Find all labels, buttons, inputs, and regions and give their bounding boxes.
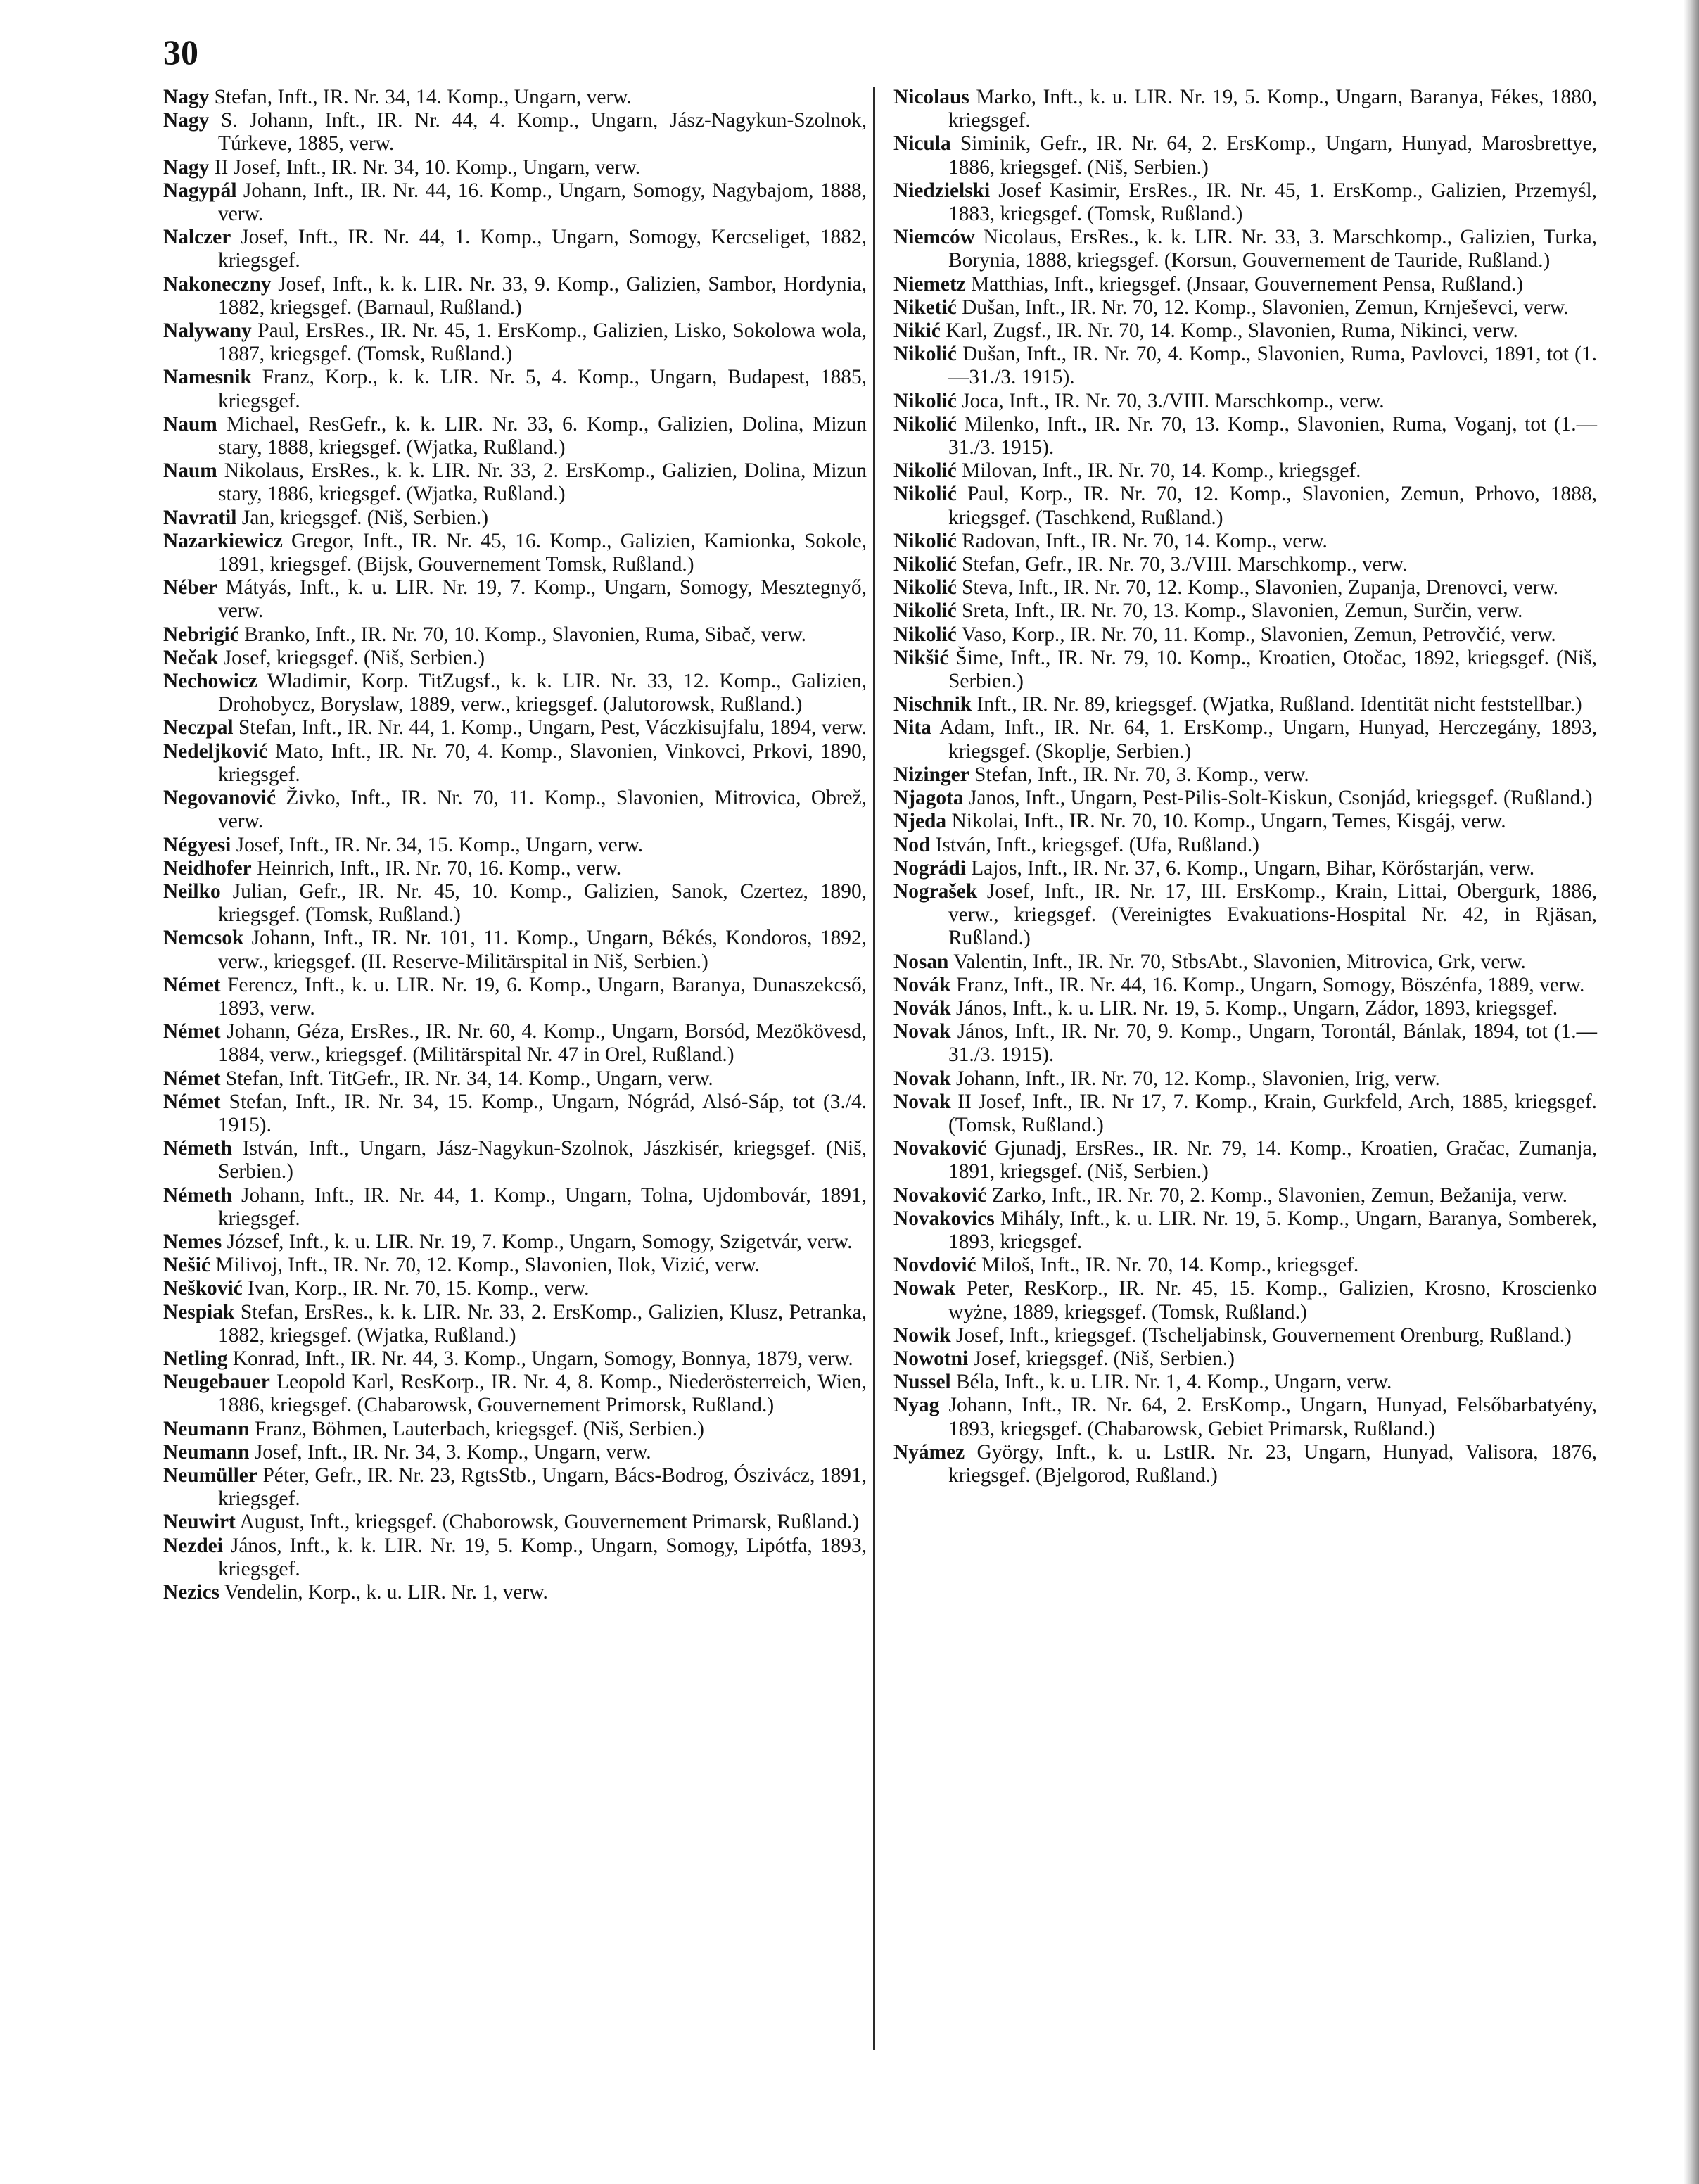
entry-details: Johann, Géza, ErsRes., IR. Nr. 60, 4. Komp., Ungarn, Borsód, Mezökövesd, 1884, verw., kriegsgef. (Militärspital Nr. 47 in Orel, Rußland.) (218, 1020, 867, 1067)
entry-surname: Nečak (163, 646, 219, 669)
page-edge-shadow (1684, 0, 1699, 2184)
list-entry (163, 1231, 867, 1254)
entry-surname: Nazarkiewicz (163, 529, 283, 552)
entry-surname: Novaković (893, 1137, 987, 1160)
entry-surname: Neilko (163, 880, 221, 903)
entry-details: Matthias, Inft., kriegsgef. (Jnsaar, Gouvernement Pensa, Rußland.) (971, 272, 1523, 296)
entry-surname: Nemcsok (163, 927, 244, 950)
entry-details: Franz, Korp., k. k. LIR. Nr. 5, 4. Komp., Ungarn, Budapest, 1885, kriegsgef. (218, 366, 867, 412)
entry-surname: Nyámez (893, 1440, 965, 1464)
list-entry (893, 1207, 1597, 1254)
list-entry (163, 507, 867, 530)
list-entry (893, 226, 1597, 272)
list-entry (163, 1301, 867, 1347)
list-entry (163, 647, 867, 670)
entry-surname: Nešić (163, 1254, 210, 1277)
entry-details: Johann, Inft., IR. Nr. 70, 12. Komp., Slavonien, Irig, verw. (956, 1067, 1440, 1090)
list-entry (893, 576, 1597, 599)
list-entry (163, 1441, 867, 1464)
entry-details: Josef, Inft., IR. Nr. 34, 3. Komp., Ungarn, verw. (254, 1440, 651, 1464)
list-entry (893, 319, 1597, 343)
entry-surname: Neumann (163, 1417, 250, 1440)
entry-details: Valentin, Inft., IR. Nr. 70, StbsAbt., Slavonien, Mitrovica, Grk, verw. (953, 950, 1526, 973)
list-entry (893, 86, 1597, 132)
entry-details: József, Inft., k. u. LIR. Nr. 19, 7. Komp., Ungarn, Somogy, Szigetvár, verw. (227, 1230, 853, 1253)
entry-details: Johann, Inft., IR. Nr. 44, 1. Komp., Ungarn, Tolna, Ujdombovár, 1891, kriegsgef. (218, 1183, 867, 1230)
list-entry (893, 1020, 1597, 1067)
entry-details: Josef, kriegsgef. (Niš, Serbien.) (973, 1347, 1235, 1370)
entry-details: Ferencz, Inft., k. u. LIR. Nr. 19, 6. Komp., Ungarn, Baranya, Dunaszekcső, 1893, verw. (218, 973, 867, 1020)
list-entry (893, 787, 1597, 810)
entry-details: Béla, Inft., k. u. LIR. Nr. 1, 4. Komp., Ungarn, verw. (956, 1371, 1392, 1394)
entry-surname: Nikolić (893, 623, 957, 646)
list-entry (893, 880, 1597, 951)
list-entry (893, 1347, 1597, 1371)
list-entry (163, 226, 867, 272)
entry-surname: Nemes (163, 1230, 222, 1253)
list-entry (893, 1371, 1597, 1394)
entry-surname: Novakovics (893, 1207, 995, 1230)
entry-details: Julian, Gefr., IR. Nr. 45, 10. Komp., Galizien, Sanok, Czertez, 1890, kriegsgef. (Tomsk, Rußland.) (218, 880, 867, 927)
list-entry (163, 366, 867, 412)
list-entry (163, 857, 867, 880)
entry-details: Nikolai, Inft., IR. Nr. 70, 10. Komp., Ungarn, Temes, Kisgáj, verw. (951, 810, 1506, 833)
entry-surname: Nespiak (163, 1300, 235, 1323)
list-entry (893, 530, 1597, 553)
entry-surname: Német (163, 1090, 221, 1113)
list-entry (163, 716, 867, 739)
list-entry (893, 1394, 1597, 1440)
entry-details: Milovan, Inft., IR. Nr. 70, 14. Komp., kriegsgef. (962, 459, 1361, 483)
entry-surname: Nebrigić (163, 623, 239, 646)
entry-surname: Neugebauer (163, 1371, 270, 1394)
entry-surname: Nischnik (893, 693, 972, 716)
list-entry (893, 997, 1597, 1020)
entry-surname: Nikolić (893, 553, 957, 576)
list-entry (163, 413, 867, 459)
entry-details: Jan, kriegsgef. (Niš, Serbien.) (241, 506, 488, 529)
entry-surname: Njeda (893, 810, 947, 833)
entry-details: Miloš, Inft., IR. Nr. 70, 14. Komp., kriegsgef. (981, 1254, 1359, 1277)
list-entry (893, 1324, 1597, 1347)
entry-details: Michael, ResGefr., k. k. LIR. Nr. 33, 6. Komp., Galizien, Dolina, Mizun stary, 1888, kriegsgef. (Wjatka, Rußland.) (218, 412, 867, 459)
entry-surname: Nedeljković (163, 739, 268, 763)
list-entry (893, 951, 1597, 974)
entry-details: Mihály, Inft., k. u. LIR. Nr. 19, 5. Komp., Ungarn, Baranya, Somberek, 1893, kriegsgef. (948, 1207, 1597, 1253)
entry-details: Johann, Inft., IR. Nr. 64, 2. ErsKomp., Ungarn, Hunyad, Felsőbarbatyény, 1893, kriegsgef. (Chabarowsk, Gebiet Primarsk, Rußland.) (948, 1394, 1597, 1440)
entry-surname: Nalczer (163, 226, 231, 249)
entry-details: Zarko, Inft., IR. Nr. 70, 2. Komp., Slavonien, Zemun, Bežanija, verw. (991, 1183, 1568, 1207)
entry-surname: Novák (893, 973, 951, 996)
entry-surname: Nagy (163, 86, 210, 108)
list-entry (163, 670, 867, 716)
entry-surname: Nyag (893, 1394, 940, 1417)
list-entry (893, 647, 1597, 693)
list-entry (163, 109, 867, 155)
entry-details: Paul, Korp., IR. Nr. 70, 12. Komp., Slavonien, Zemun, Prhovo, 1888, kriegsgef. (Taschkend, Rußland.) (948, 483, 1597, 529)
entry-surname: Nizinger (893, 763, 969, 786)
list-entry (893, 179, 1597, 226)
list-entry (893, 1184, 1597, 1207)
list-entry (163, 1277, 867, 1300)
entry-surname: Navratil (163, 506, 237, 529)
entry-details: Steva, Inft., IR. Nr. 70, 12. Komp., Slavonien, Zupanja, Drenovci, verw. (962, 576, 1558, 599)
list-entry (163, 459, 867, 506)
entry-surname: Novak (893, 1067, 951, 1090)
entry-surname: Német (163, 1067, 221, 1090)
entry-details: Radovan, Inft., IR. Nr. 70, 14. Komp., verw. (962, 529, 1328, 552)
entry-surname: Nikolić (893, 343, 957, 366)
list-entry (893, 1277, 1597, 1323)
entry-details: Péter, Gefr., IR. Nr. 23, RgtsStb., Ungarn, Bács-Bodrog, Ószivácz, 1891, kriegsgef. (218, 1464, 867, 1511)
entry-surname: Nalywany (163, 319, 252, 343)
list-entry (893, 273, 1597, 296)
entry-surname: Német (163, 973, 221, 996)
entry-surname: Nussel (893, 1371, 951, 1394)
list-entry (893, 483, 1597, 529)
list-entry (893, 623, 1597, 647)
entry-surname: Nograšek (893, 880, 978, 903)
entry-details: August, Inft., kriegsgef. (Chaborowsk, Gouvernement Primarsk, Rußland.) (239, 1511, 860, 1534)
entry-details: Mato, Inft., IR. Nr. 70, 4. Komp., Slavonien, Vinkovci, Prkovi, 1890, kriegsgef. (218, 739, 867, 786)
entry-surname: Nechowicz (163, 670, 257, 693)
entry-details: Johann, Inft., IR. Nr. 101, 11. Komp., Ungarn, Békés, Kondoros, 1892, verw., kriegsgef. (II. Reserve-Militärspital in Niš, Serbien.) (218, 927, 867, 973)
list-entry (163, 1535, 867, 1581)
entry-details: Branko, Inft., IR. Nr. 70, 10. Komp., Slavonien, Ruma, Sibač, verw. (244, 623, 806, 646)
entry-surname: Niketić (893, 296, 957, 319)
page-number: 30 (163, 32, 198, 72)
entry-details: Nikolaus, ErsRes., k. k. LIR. Nr. 33, 2. ErsKomp., Galizien, Dolina, Mizun stary, 1886, kriegsgef. (Wjatka, Rußland.) (218, 459, 867, 506)
left-column (163, 86, 867, 1604)
entry-details: Josef, Inft., IR. Nr. 44, 1. Komp., Ungarn, Somogy, Kercseliget, 1882, kriegsgef. (218, 226, 867, 272)
list-entry (163, 319, 867, 366)
entry-surname: Niedzielski (893, 179, 991, 202)
entry-details: Stefan, Inft., IR. Nr. 34, 14. Komp., Ungarn, verw. (214, 86, 632, 108)
list-entry (163, 1581, 867, 1604)
entry-surname: Niemców (893, 226, 975, 249)
list-entry (163, 880, 867, 927)
list-entry (893, 974, 1597, 997)
entry-surname: Neidhofer (163, 856, 252, 880)
list-entry (163, 1020, 867, 1067)
entry-details: Wladimir, Korp. TitZugsf., k. k. LIR. Nr. 33, 12. Komp., Galizien, Drohobycz, Boryslaw, 1889, verw., kriegsgef. (Jalutorowsk, Rußland.) (218, 670, 867, 716)
entry-details: II Josef, Inft., IR. Nr 17, 7. Komp., Krain, Gurkfeld, Arch, 1885, kriegsgef. (Tomsk, Rußland.) (948, 1090, 1597, 1136)
entry-details: György, Inft., k. u. LstIR. Nr. 23, Ungarn, Hunyad, Valisora, 1876, kriegsgef. (Bjelgorod, Rußland.) (948, 1440, 1597, 1487)
entry-details: II Josef, Inft., IR. Nr. 34, 10. Komp., Ungarn, verw. (214, 155, 641, 179)
list-entry (893, 1137, 1597, 1183)
entry-surname: Nagy (163, 155, 210, 179)
entry-details: Adam, Inft., IR. Nr. 64, 1. ErsKomp., Ungarn, Hunyad, Herczegány, 1893, kriegsgef. (Skoplje, Serbien.) (939, 716, 1597, 763)
entry-details: Nicolaus, ErsRes., k. k. LIR. Nr. 33, 3. Marschkomp., Galizien, Turka, Borynia, 1888, kriegsgef. (Korsun, Gouvernement de Tauride, Rußland.) (948, 226, 1597, 272)
list-entry (893, 1067, 1597, 1091)
entry-details: Peter, ResKorp., IR. Nr. 45, 15. Komp., Galizien, Krosno, Kroscienko wyżne, 1889, kriegsgef. (Tomsk, Rußland.) (948, 1277, 1597, 1323)
list-entry (163, 1091, 867, 1137)
entry-details: Milivoj, Inft., IR. Nr. 70, 12. Komp., Slavonien, Ilok, Vizić, verw. (215, 1254, 761, 1277)
list-entry (163, 1371, 867, 1417)
entry-surname: Naum (163, 412, 217, 436)
entry-details: Josef, Inft., k. k. LIR. Nr. 33, 9. Komp., Galizien, Sambor, Hordynia, 1882, kriegsgef. (Barnaul, Rußland.) (218, 272, 867, 319)
entry-details: Ivan, Korp., IR. Nr. 70, 15. Komp., verw. (248, 1277, 590, 1300)
list-entry (893, 857, 1597, 880)
list-entry (893, 763, 1597, 787)
entry-details: Stefan, Inft. TitGefr., IR. Nr. 34, 14. Komp., Ungarn, verw. (225, 1067, 713, 1090)
entry-surname: Novaković (893, 1183, 987, 1207)
list-entry (893, 343, 1597, 389)
list-entry (893, 716, 1597, 763)
entry-surname: Néber (163, 576, 217, 599)
entry-details: Gjunadj, ErsRes., IR. Nr. 79, 14. Komp., Kroatien, Gračac, Zumanja, 1891, kriegsgef. (Niš, Serbien.) (948, 1137, 1597, 1183)
entry-details: Stefan, Inft., IR. Nr. 44, 1. Komp., Ungarn, Pest, Váczkisujfalu, 1894, verw. (238, 716, 867, 739)
entry-surname: Nowotni (893, 1347, 969, 1370)
list-entry (163, 740, 867, 787)
entry-details: Šime, Inft., IR. Nr. 79, 10. Komp., Kroatien, Otočac, 1892, kriegsgef. (Niš, Serbien.) (948, 646, 1597, 693)
entry-surname: Nezics (163, 1581, 219, 1604)
entry-details: Dušan, Inft., IR. Nr. 70, 12. Komp., Slavonien, Zemun, Krnješevci, verw. (962, 296, 1569, 319)
list-entry (163, 1464, 867, 1511)
entry-details: Gregor, Inft., IR. Nr. 45, 16. Komp., Galizien, Kamionka, Sokole, 1891, kriegsgef. (Bijsk, Gouvernement Tomsk, Rußland.) (218, 529, 867, 576)
list-entry (163, 1137, 867, 1183)
list-entry (893, 693, 1597, 716)
list-entry (893, 834, 1597, 857)
list-entry (163, 1511, 867, 1534)
list-entry (163, 1184, 867, 1231)
list-entry (893, 413, 1597, 459)
entry-surname: Nezdei (163, 1534, 223, 1557)
entry-surname: Nikolić (893, 529, 957, 552)
entry-details: Karl, Zugsf., IR. Nr. 70, 14. Komp., Slavonien, Ruma, Nikinci, verw. (946, 319, 1518, 343)
entry-surname: Nakoneczny (163, 272, 272, 296)
entry-details: Paul, ErsRes., IR. Nr. 45, 1. ErsKomp., Galizien, Lisko, Sokolowa wola, 1887, kriegsgef. (Tomsk, Rußland.) (218, 319, 867, 366)
list-entry (163, 1418, 867, 1441)
list-entry (893, 1254, 1597, 1277)
entry-details: Heinrich, Inft., IR. Nr. 70, 16. Komp., verw. (257, 856, 622, 880)
list-entry (893, 553, 1597, 576)
entry-details: Konrad, Inft., IR. Nr. 44, 3. Komp., Ungarn, Somogy, Bonnya, 1879, verw. (232, 1347, 853, 1370)
entry-surname: Nikolić (893, 576, 957, 599)
list-entry (163, 156, 867, 179)
entry-surname: Neumann (163, 1440, 250, 1464)
entry-details: Franz, Inft., IR. Nr. 44, 16. Komp., Ungarn, Somogy, Böszénfa, 1889, verw. (956, 973, 1585, 996)
entry-surname: Novdović (893, 1254, 976, 1277)
entry-details: Stefan, Inft., IR. Nr. 70, 3. Komp., verw. (974, 763, 1309, 786)
list-entry (893, 390, 1597, 413)
entry-surname: Nicolaus (893, 86, 969, 108)
entry-surname: Négyesi (163, 833, 231, 856)
entry-surname: Nikolić (893, 459, 957, 483)
entry-surname: Nowik (893, 1323, 951, 1347)
entry-details: János, Inft., k. k. LIR. Nr. 19, 5. Komp., Ungarn, Somogy, Lipótfa, 1893, kriegsgef. (218, 1534, 867, 1580)
entry-surname: Nagy (163, 109, 210, 132)
entry-details: Josef, Inft., IR. Nr. 34, 15. Komp., Ungarn, verw. (236, 833, 644, 856)
entry-surname: Németh (163, 1183, 232, 1207)
entry-surname: Nikolić (893, 599, 957, 623)
list-entry (893, 1441, 1597, 1487)
entry-details: S. Johann, Inft., IR. Nr. 44, 4. Komp., Ungarn, Jász-Nagykun-Szolnok, Túrkeve, 1885, verw. (218, 109, 867, 155)
entry-surname: Németh (163, 1137, 232, 1160)
entry-surname: Nikolić (893, 483, 957, 506)
entry-surname: Negovanović (163, 787, 276, 810)
entry-details: Dušan, Inft., IR. Nr. 70, 4. Komp., Slavonien, Ruma, Pavlovci, 1891, tot (1.—31./3. 1915). (948, 343, 1597, 389)
entry-surname: Novák (893, 996, 951, 1020)
entry-details: Stefan, Gefr., IR. Nr. 70, 3./VIII. Marschkomp., verw. (962, 553, 1408, 576)
entry-details: Milenko, Inft., IR. Nr. 70, 13. Komp., Slavonien, Ruma, Voganj, tot (1.—31./3. 1915). (948, 412, 1597, 459)
entry-details: Lajos, Inft., IR. Nr. 37, 6. Komp., Ungarn, Bihar, Körőstarján, verw. (971, 856, 1535, 880)
list-entry (163, 623, 867, 647)
list-entry (163, 273, 867, 319)
list-entry (163, 974, 867, 1020)
list-entry (163, 86, 867, 109)
entry-details: Siminik, Gefr., IR. Nr. 64, 2. ErsKomp., Ungarn, Hunyad, Marosbrettye, 1886, kriegsgef. (Niš, Serbien.) (948, 132, 1598, 179)
entry-details: Vaso, Korp., IR. Nr. 70, 11. Komp., Slavonien, Zemun, Petrovčić, verw. (961, 623, 1556, 646)
entry-details: Franz, Böhmen, Lauterbach, kriegsgef. (Niš, Serbien.) (254, 1417, 704, 1440)
entry-details: Josef, kriegsgef. (Niš, Serbien.) (223, 646, 485, 669)
entry-details: Marko, Inft., k. u. LIR. Nr. 19, 5. Komp., Ungarn, Baranya, Fékes, 1880, kriegsgef. (948, 86, 1597, 132)
list-entry (163, 834, 867, 857)
entry-details: Janos, Inft., Ungarn, Pest-Pilis-Solt-Kiskun, Csonjád, kriegsgef. (Rußland.) (968, 787, 1593, 810)
list-entry (893, 132, 1597, 179)
entry-details: Leopold Karl, ResKorp., IR. Nr. 4, 8. Komp., Niederösterreich, Wien, 1886, kriegsgef. (Chabarowsk, Gouvernement Primorsk, Rußland.) (218, 1371, 867, 1417)
list-entry (163, 1067, 867, 1091)
list-entry (163, 530, 867, 576)
entry-surname: Német (163, 1020, 221, 1043)
entry-details: Stefan, Inft., IR. Nr. 34, 15. Komp., Ungarn, Nógrád, Alsó-Sáp, tot (3./4. 1915). (218, 1090, 867, 1136)
entry-surname: Nikolić (893, 412, 957, 436)
entry-details: Joca, Inft., IR. Nr. 70, 3./VIII. Marschkomp., verw. (962, 389, 1385, 412)
entry-surname: Nita (893, 716, 931, 739)
entry-surname: Nosan (893, 950, 949, 973)
entry-surname: Namesnik (163, 366, 252, 389)
entry-surname: Nod (893, 833, 931, 856)
entry-details: Inft., IR. Nr. 89, kriegsgef. (Wjatka, Rußland. Identität nicht feststellbar.) (976, 693, 1582, 716)
list-entry (893, 1091, 1597, 1137)
entry-details: Josef, Inft., IR. Nr. 17, III. ErsKomp., Krain, Littai, Obergurk, 1886, verw., kriegsgef. (Vereinigtes Evakuations-Hospital Nr. 42, in Rjäsan, Rußland.) (948, 880, 1597, 950)
list-entry (163, 179, 867, 226)
entry-surname: Neumüller (163, 1464, 257, 1487)
entry-surname: Neczpal (163, 716, 234, 739)
entry-details: János, Inft., IR. Nr. 70, 9. Komp., Ungarn, Torontál, Bánlak, 1894, tot (1.—31./3. 1915). (948, 1020, 1597, 1067)
list-entry (163, 787, 867, 833)
entry-details: Vendelin, Korp., k. u. LIR. Nr. 1, verw. (224, 1581, 548, 1604)
entry-details: Sreta, Inft., IR. Nr. 70, 13. Komp., Slavonien, Zemun, Surčin, verw. (962, 599, 1523, 623)
column-divider (873, 87, 875, 2050)
list-entry (893, 810, 1597, 833)
entry-surname: Nešković (163, 1277, 243, 1300)
list-entry (893, 296, 1597, 319)
entry-surname: Novak (893, 1020, 951, 1043)
entry-details: Josef, Inft., kriegsgef. (Tscheljabinsk, Gouvernement Orenburg, Rußland.) (956, 1323, 1572, 1347)
entry-details: János, Inft., k. u. LIR. Nr. 19, 5. Komp., Ungarn, Zádor, 1893, kriegsgef. (956, 996, 1558, 1020)
list-entry (893, 599, 1597, 623)
entry-surname: Neuwirt (163, 1511, 236, 1534)
entry-surname: Nowak (893, 1277, 956, 1300)
entry-details: Stefan, ErsRes., k. k. LIR. Nr. 33, 2. ErsKomp., Galizien, Klusz, Petranka, 1882, kriegsgef. (Wjatka, Rußland.) (218, 1300, 867, 1347)
entry-surname: Nográdi (893, 856, 966, 880)
list-entry (163, 1347, 867, 1371)
entry-surname: Nikšić (893, 646, 949, 669)
entry-surname: Nikolić (893, 389, 957, 412)
entry-surname: Njagota (893, 787, 964, 810)
list-entry (893, 459, 1597, 483)
entry-surname: Nagypál (163, 179, 237, 202)
list-entry (163, 1254, 867, 1277)
entry-surname: Naum (163, 459, 217, 483)
right-column (893, 86, 1597, 1487)
entry-surname: Netling (163, 1347, 228, 1370)
list-entry (163, 576, 867, 623)
entry-details: Josef Kasimir, ErsRes., IR. Nr. 45, 1. ErsKomp., Galizien, Przemyśl, 1883, kriegsgef. (Tomsk, Rußland.) (948, 179, 1597, 226)
entry-details: Živko, Inft., IR. Nr. 70, 11. Komp., Slavonien, Mitrovica, Obrež, verw. (218, 787, 867, 833)
entry-surname: Novak (893, 1090, 951, 1113)
list-entry (163, 927, 867, 973)
entry-details: István, Inft., kriegsgef. (Ufa, Rußland.) (935, 833, 1259, 856)
entry-details: Mátyás, Inft., k. u. LIR. Nr. 19, 7. Komp., Ungarn, Somogy, Mesztegnyő, verw. (218, 576, 867, 623)
entry-details: Johann, Inft., IR. Nr. 44, 16. Komp., Ungarn, Somogy, Nagybajom, 1888, verw. (218, 179, 867, 226)
entry-surname: Nicula (893, 132, 951, 155)
entry-surname: Nikić (893, 319, 941, 343)
entry-details: István, Inft., Ungarn, Jász-Nagykun-Szolnok, Jászkisér, kriegsgef. (Niš, Serbien.) (218, 1137, 867, 1183)
entry-surname: Niemetz (893, 272, 966, 296)
